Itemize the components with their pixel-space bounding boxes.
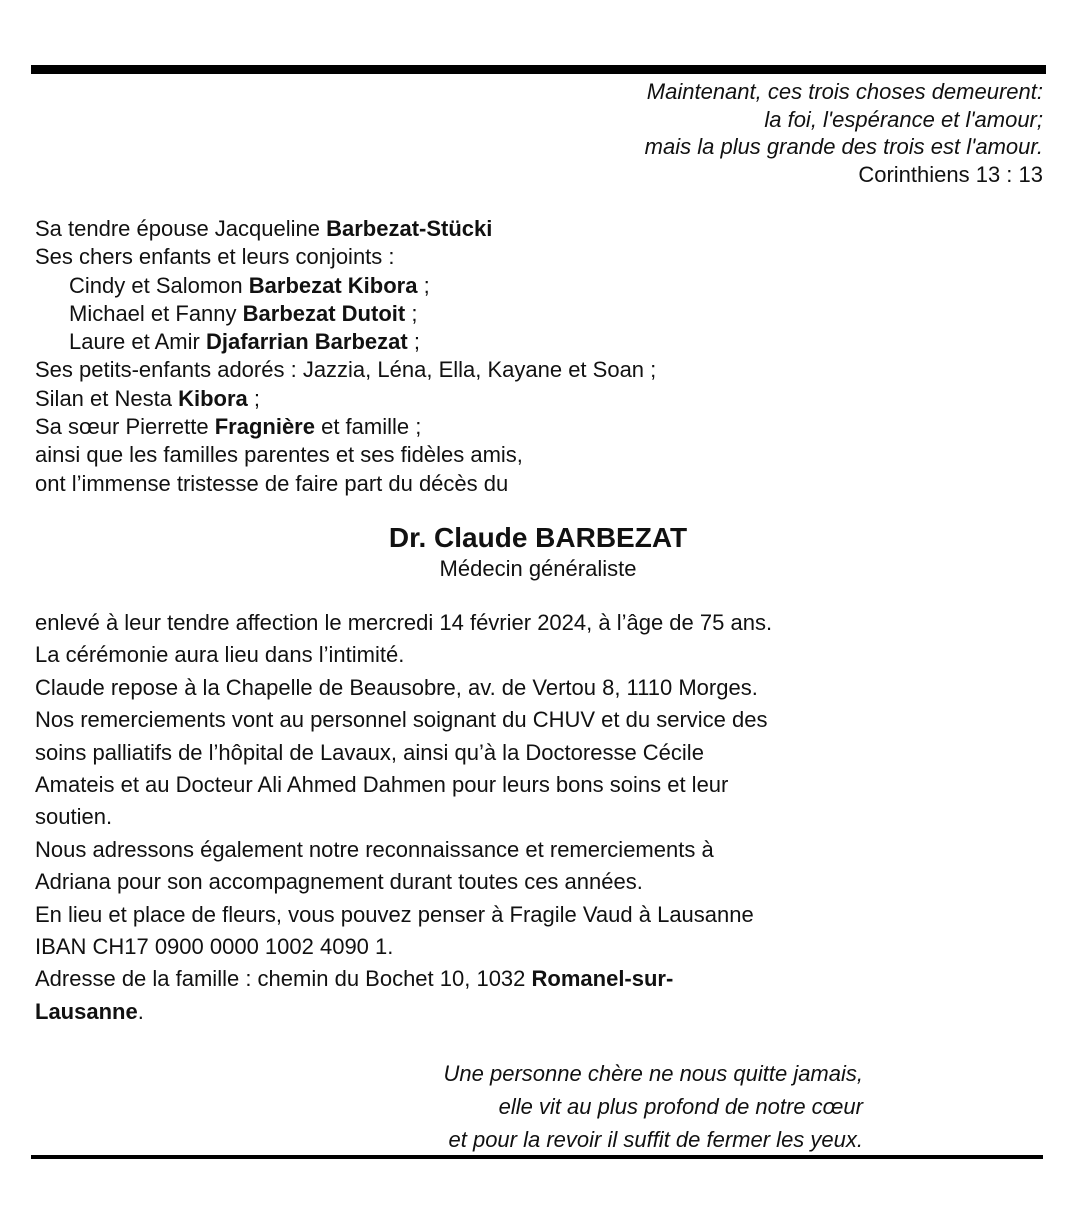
- closing-quote: [365, 1057, 863, 1156]
- family-spouse: [35, 215, 656, 243]
- body-line: En lieu et place de fleurs, vous pouvez penser à Fragile Vaud à Lausanne: [35, 901, 754, 927]
- family-children-intro: Ses chers enfants et leurs conjoints :: [35, 244, 395, 270]
- family-text: Laure et Amir: [69, 329, 206, 355]
- body-line: La cérémonie aura lieu dans l’intimité.: [35, 642, 405, 668]
- family-child: [35, 300, 656, 328]
- deceased-profession: Médecin généraliste: [439, 556, 637, 581]
- family-surname: Djafarrian Barbezat: [205, 329, 408, 355]
- epigraph-line: mais la plus grande des trois est l'amour.: [644, 134, 1043, 159]
- family-address-cont: [35, 996, 875, 1028]
- epigraph-line: Maintenant, ces trois choses demeurent:: [646, 79, 1043, 104]
- family-text: ;: [247, 385, 260, 411]
- family-surname: Barbezat Dutoit: [242, 300, 406, 326]
- family-text: et famille ;: [314, 414, 422, 440]
- body-line: Amateis et au Docteur Ali Ahmed Dahmen pour leurs bons soins et leur: [35, 772, 729, 798]
- family-surname: Fragnière: [214, 414, 315, 440]
- body-line: enlevé à leur tendre affection le mercredi 14 février 2024, à l’âge de 75 ans.: [35, 610, 773, 635]
- family-list: [35, 215, 656, 498]
- family-text: ;: [407, 329, 420, 355]
- family-relatives: ainsi que les familles parentes et ses fidèles amis,: [35, 442, 523, 468]
- family-sister: [35, 413, 656, 441]
- closing-line: elle vit au plus profond de notre cœur: [498, 1094, 863, 1119]
- epigraph-reference: Corinthiens 13 : 13: [858, 161, 1043, 187]
- body-line: Nos remerciements vont au personnel soignant du CHUV et du service des: [35, 707, 768, 733]
- epigraph: [645, 78, 1043, 188]
- address-city: Romanel-sur-: [531, 966, 674, 992]
- address-city: Lausanne: [35, 998, 138, 1024]
- family-other: [35, 385, 656, 413]
- body-line: soins palliatifs de l’hôpital de Lavaux, ainsi qu’à la Doctoresse Cécile: [35, 739, 704, 765]
- family-surname: Kibora: [178, 385, 248, 411]
- family-text: Sa tendre épouse Jacqueline: [35, 216, 327, 241]
- body-line: Adriana pour son accompagnement durant toutes ces années.: [35, 869, 643, 895]
- family-text: Sa sœur Pierrette: [35, 414, 215, 440]
- family-text: Cindy et Salomon: [69, 272, 249, 298]
- top-rule: [31, 65, 1046, 74]
- family-announcement: ont l’immense tristesse de faire part du décès du: [35, 470, 509, 496]
- body-line: soutien.: [35, 804, 113, 830]
- family-child: [35, 272, 656, 300]
- bottom-rule: [31, 1155, 1043, 1159]
- family-surname: Barbezat Kibora: [248, 272, 418, 298]
- family-text: Silan et Nesta: [35, 385, 179, 411]
- family-grandchildren: Ses petits-enfants adorés : Jazzia, Léna, Ella, Kayane et Soan ;: [35, 357, 657, 383]
- family-text: Michael et Fanny: [69, 300, 243, 326]
- family-surname: Barbezat-Stücki: [326, 216, 493, 241]
- family-address: [35, 963, 875, 995]
- family-text: ;: [405, 300, 418, 326]
- closing-line: et pour la revoir il suffit de fermer les yeux.: [448, 1127, 863, 1152]
- body-text: [35, 607, 875, 1028]
- epigraph-line: la foi, l'espérance et l'amour;: [764, 106, 1043, 132]
- body-line: Claude repose à la Chapelle de Beausobre, av. de Vertou 8, 1110 Morges.: [35, 674, 758, 700]
- closing-line: Une personne chère ne nous quitte jamais,: [443, 1061, 863, 1086]
- deceased-name: Dr. Claude BARBEZAT: [388, 522, 688, 553]
- body-line: IBAN CH17 0900 0000 1002 4090 1.: [35, 934, 394, 960]
- family-text: ;: [417, 272, 430, 298]
- address-text: .: [137, 998, 144, 1024]
- body-line: Nous adressons également notre reconnaissance et remerciements à: [35, 836, 714, 862]
- family-child: [35, 328, 656, 356]
- deceased-block: [0, 521, 1076, 583]
- address-text: Adresse de la famille : chemin du Bochet 10, 1032: [35, 966, 532, 992]
